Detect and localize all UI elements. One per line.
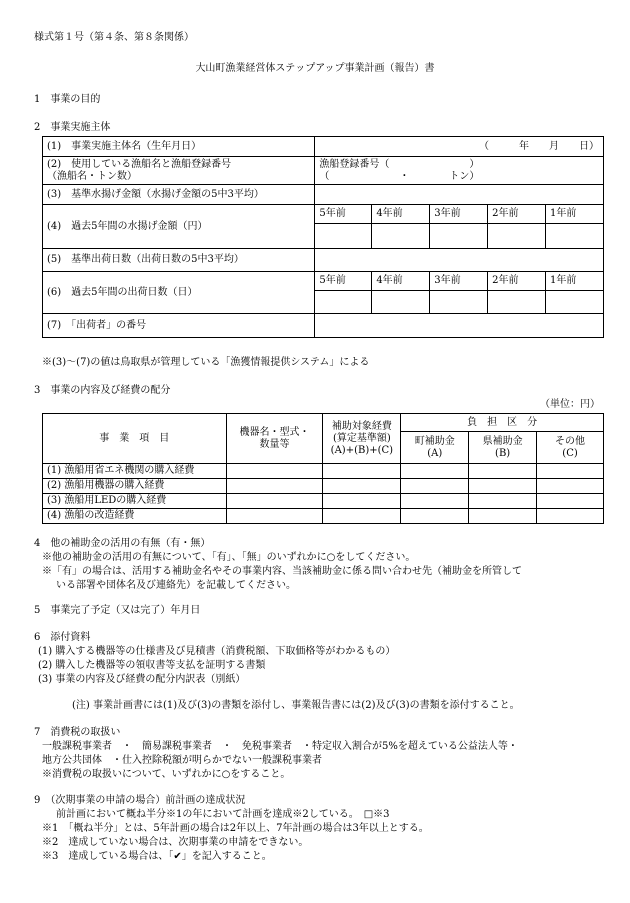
header-eligible-cost	[323, 414, 401, 464]
row-4-label: (4) 過去5年間の水揚げ金額（円）	[43, 205, 315, 249]
attachment-3: (3) 事業の内容及び経費の配分内訳表（別紙）	[38, 674, 246, 685]
row-2-label-line1: (2) 使用している漁船名と漁船登録番号	[47, 158, 232, 170]
item-3-model[interactable]	[226, 494, 323, 509]
item-4-other[interactable]	[537, 509, 604, 524]
row-2-label	[43, 157, 315, 185]
landing-year-4: 4年前	[372, 205, 430, 224]
item-3-other[interactable]	[537, 494, 604, 509]
header-model-line2: 数量等	[259, 438, 290, 450]
row-7-label: (7) 「出荷者」の番号	[43, 314, 315, 338]
shipping-value-2[interactable]	[488, 291, 546, 314]
achievement-line: 前計画において概ね半分※1の年において計画を達成※2している。 □※3	[56, 809, 390, 820]
item-row-2: (2) 漁船用機器の購入経費	[43, 479, 227, 494]
landing-year-3: 3年前	[430, 205, 488, 224]
row-5-label: (5) 基準出荷日数（出荷日数の5中3平均）	[43, 249, 315, 272]
tax-options-line2: 地方公共団体 ・仕入控除税額が明らかでない一般課税事業者	[42, 755, 322, 766]
landing-value-5[interactable]	[315, 224, 372, 249]
header-town-subsidy	[401, 432, 469, 464]
item-row-3: (3) 漁船用LEDの購入経費	[43, 494, 227, 509]
section-4-line2: ※「有」の場合は、活用する補助金名やその事業内容、当該補助金に係る問い合わせ先（補助金を所管して	[42, 566, 522, 577]
header-town-label: 町補助金	[414, 435, 455, 447]
header-other-key: (C)	[562, 447, 578, 459]
header-pref-subsidy	[469, 432, 537, 464]
shipping-value-3[interactable]	[430, 291, 488, 314]
header-cost-line3: (A)+(B)+(C)	[330, 444, 394, 456]
attachment-2: (2) 購入した機器等の領収書等支払を証明する書類	[38, 660, 266, 671]
section-2-note: ※(3)〜(7)の値は鳥取県が管理している「漁獲情報提供システム」による	[42, 357, 370, 368]
item-4-pref[interactable]	[469, 509, 537, 524]
birth-date-value: （ 年 月 日）	[479, 140, 599, 152]
item-row-1: (1) 漁船用省エネ機関の購入経費	[43, 464, 227, 479]
birth-date-field[interactable]	[315, 137, 604, 157]
item-2-cost[interactable]	[323, 479, 401, 494]
row-6-label: (6) 過去5年間の出荷日数（日）	[43, 272, 315, 314]
header-cost-line1: 補助対象経費	[331, 420, 392, 432]
header-item: 事 業 項 目	[43, 414, 227, 464]
tax-note: ※消費税の取扱いについて、いずれかに○をすること。	[42, 769, 291, 780]
landing-year-2: 2年前	[488, 205, 546, 224]
item-4-town[interactable]	[401, 509, 469, 524]
shipping-value-1[interactable]	[546, 291, 604, 314]
item-2-other[interactable]	[537, 479, 604, 494]
header-pref-label: 県補助金	[482, 435, 523, 447]
header-cost-line2: (算定基準額)	[332, 432, 391, 444]
item-4-model[interactable]	[226, 509, 323, 524]
base-landing-field[interactable]	[315, 185, 604, 205]
tax-options-line1: 一般課税事業者 ・ 簡易課税事業者 ・ 免税事業者 ・特定収入割合が5%を超えている公益法人等・	[42, 741, 518, 752]
section-4-line1: ※他の補助金の活用の有無について、「有」、「無」のいずれかに○をしてください。	[42, 552, 416, 563]
shipping-year-5: 5年前	[315, 272, 372, 291]
landing-value-1[interactable]	[546, 224, 604, 249]
section-4-heading: 4 他の補助金の活用の有無（有・無）	[34, 538, 211, 549]
item-row-4: (4) 漁船の改造経費	[43, 509, 227, 524]
item-2-model[interactable]	[226, 479, 323, 494]
section-9-heading: 9 （次期事業の申請の場合）前計画の達成状況	[34, 795, 246, 806]
attachment-1: (1) 購入する機器等の仕様書及び見積書（消費税額、下取価格等がわかるもの）	[38, 646, 396, 657]
shipping-year-3: 3年前	[430, 272, 488, 291]
section-6-heading: 6 添付資料	[34, 632, 91, 643]
section-3-heading: 3 事業の内容及び経費の配分	[34, 385, 171, 396]
achievement-note-2: ※2 達成していない場合は、次期事業の申請をできない。	[42, 837, 309, 848]
section-4-line3: いる部署や団体名及び連絡先）を記載してください。	[56, 580, 296, 591]
item-3-town[interactable]	[401, 494, 469, 509]
header-pref-key: (B)	[495, 447, 511, 459]
item-3-pref[interactable]	[469, 494, 537, 509]
shipper-number-field[interactable]	[315, 314, 604, 338]
document-title: 大山町漁業経営体ステップアップ事業計画（報告）書	[195, 63, 435, 74]
item-1-pref[interactable]	[469, 464, 537, 479]
item-1-cost[interactable]	[323, 464, 401, 479]
header-other-label: その他	[555, 435, 586, 447]
section-2-heading: 2 事業実施主体	[34, 122, 111, 133]
cost-allocation-table	[42, 413, 604, 524]
shipping-year-2: 2年前	[488, 272, 546, 291]
achievement-note-3: ※3 達成している場合は、「✔」を記入すること。	[42, 851, 272, 862]
header-burden: 負 担 区 分	[401, 414, 604, 432]
implementing-entity-table	[42, 136, 604, 338]
achievement-note-1: ※1 「概ね半分」とは、5年計画の場合は2年以上、7年計画の場合は3年以上とする。	[42, 823, 429, 834]
landing-year-5: 5年前	[315, 205, 372, 224]
section-7-heading: 7 消費税の取扱い	[34, 727, 121, 738]
shipping-value-5[interactable]	[315, 291, 372, 314]
item-2-pref[interactable]	[469, 479, 537, 494]
landing-year-1: 1年前	[546, 205, 604, 224]
item-1-town[interactable]	[401, 464, 469, 479]
section-5-heading: 5 事業完了予定（又は完了）年月日	[34, 605, 201, 616]
vessel-name-ton: （ ・ トン）	[319, 170, 480, 182]
landing-value-3[interactable]	[430, 224, 488, 249]
vessel-reg-no: 漁船登録番号（ ）	[319, 158, 480, 170]
header-town-key: (A)	[427, 447, 443, 459]
row-3-label: (3) 基準水揚げ金額（水揚げ金額の5中3平均）	[43, 185, 315, 205]
unit-label: （単位：円）	[540, 399, 600, 410]
shipping-year-1: 1年前	[546, 272, 604, 291]
landing-value-2[interactable]	[488, 224, 546, 249]
item-1-model[interactable]	[226, 464, 323, 479]
shipping-year-4: 4年前	[372, 272, 430, 291]
item-2-town[interactable]	[401, 479, 469, 494]
item-3-cost[interactable]	[323, 494, 401, 509]
attachment-note: (注) 事業計画書には(1)及び(3)の書類を添付し、事業報告書には(2)及び(3)の書類を添付すること。	[72, 700, 520, 711]
header-model	[226, 414, 323, 464]
item-1-other[interactable]	[537, 464, 604, 479]
vessel-field[interactable]	[315, 157, 604, 185]
form-number: 様式第１号（第４条、第８条関係）	[34, 32, 194, 43]
header-model-line1: 機器名・型式・	[239, 426, 310, 438]
row-1-label: (1) 事業実施主体名（生年月日）	[43, 137, 315, 157]
base-shipping-field[interactable]	[315, 249, 604, 272]
item-4-cost[interactable]	[323, 509, 401, 524]
shipping-value-4[interactable]	[372, 291, 430, 314]
header-other	[537, 432, 604, 464]
row-2-label-line2: （漁船名・トン数）	[47, 170, 137, 182]
landing-value-4[interactable]	[372, 224, 430, 249]
section-1-heading: 1 事業の目的	[34, 94, 101, 105]
